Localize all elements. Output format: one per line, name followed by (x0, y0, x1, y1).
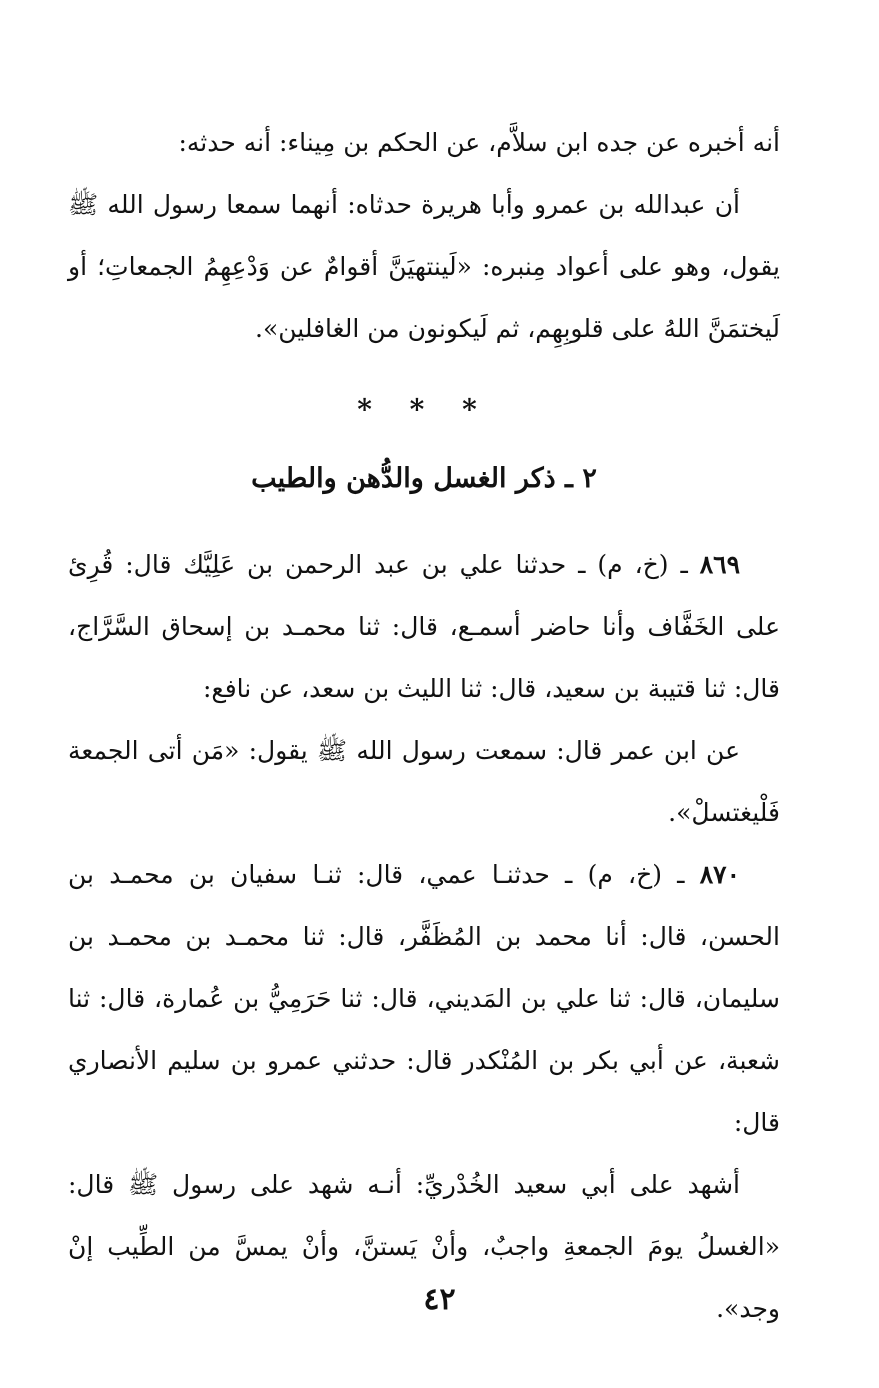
hadith-number: ٨٦٩ (699, 550, 741, 579)
hadith-chain-text: ـ (خ، م) ـ حدثنا علي بن عبد الرحمن بن عَلِيَّك قال: قُرِئ على الخَفَّاف وأنا حاضر أسمـع، قال: ثنا محمـد بن إسحاق السَّرَّاج، قال: ثنا قتيبة بن سعيد، قال: ثنا الليث بن سعد، عن نافع: (68, 550, 780, 703)
page-number: ٤٢ (423, 1282, 456, 1317)
section-separator: * * * (357, 393, 491, 426)
hadith-870-chain (68, 844, 780, 1154)
hadith-869-text: عن ابن عمر قال: سمعت رسول الله ﷺ يقول: «مَن أتى الجمعة فَلْيغتسلْ». (68, 736, 780, 827)
hadith-870-text: أشهد على أبي سعيد الخُدْريِّ: أنـه شهد على رسول ﷺ قال: «الغسلُ يومَ الجمعةِ واجبٌ، وأنْ يَستنَّ، وأنْ يمسَّ من الطِّيب إنْ وجد». (68, 1170, 780, 1323)
hadith-number: ٨٧٠ (699, 860, 741, 889)
hadith-chain-text: ـ (خ، م) ـ حدثنـا عمي، قال: ثنـا سفيان بن محمـد بن الحسن، قال: أنا محمد بن المُظَفَّر، قال: ثنا محمـد بن محمـد بن سليمان، قال: ثنا علي بن المَديني، قال: ثنا حَرَمِيُّ بن عُمارة، قال: ثنا شعبة، عن أبي بكر بن المُنْكدر قال: حدثني عمرو بن سليم الأنصاري قال: (68, 860, 780, 1137)
section-heading: ٢ ـ ذكر الغسل والدُّهن والطيب (251, 463, 597, 494)
hadith-869-chain (68, 534, 780, 720)
paragraph-chain-intro: أنه أخبره عن جده ابن سلاَّم، عن الحكم بن مِيناء: أنه حدثه: (178, 128, 780, 157)
paragraph-hadith-text: أن عبدالله بن عمرو وأبا هريرة حدثاه: أنهما سمعا رسول الله ﷺ يقول، وهو على أعواد مِنبره: «لَينتهيَنَّ أقوامٌ عن وَدْعِهِمُ الجمعاتِ؛ أو لَيختمَنَّ اللهُ على قلوبِهِم، ثم لَيكونون من الغافلين». (68, 190, 780, 343)
page-body (68, 112, 780, 1340)
